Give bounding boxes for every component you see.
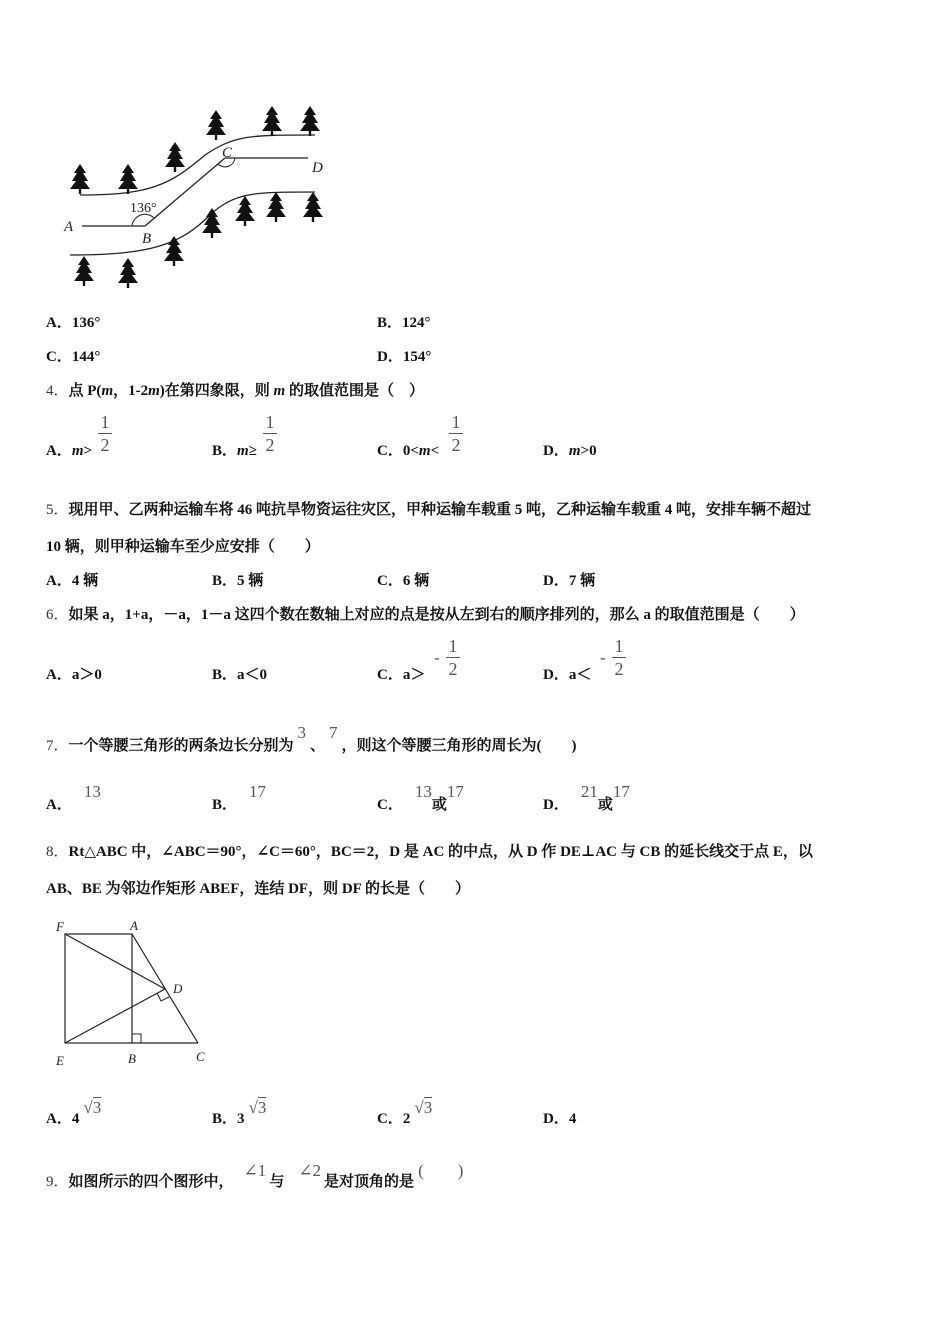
q5-option-b[interactable]: B．5 辆 — [212, 573, 264, 589]
q3-option-b[interactable]: B．124° — [377, 315, 431, 331]
q3-figure-road-map — [60, 100, 340, 290]
segment-ed — [65, 989, 165, 1043]
pine-tree-icon — [303, 192, 323, 222]
q7-option-d[interactable]: D．21或17 — [543, 782, 630, 813]
q6-d-fraction: 1 2 — [612, 637, 626, 678]
q4-a-fraction: 1 2 — [98, 413, 112, 454]
q6-c-fraction: 1 2 — [446, 637, 460, 678]
q4-option-d[interactable]: D．m>0 — [543, 443, 597, 459]
pine-tree-icon — [206, 110, 226, 140]
q5-option-a[interactable]: A．4 辆 — [46, 573, 99, 589]
right-angle-d — [157, 993, 169, 1001]
q4-stem: 4．点 P(m，1-2m)在第四象限，则 m 的取值范围是（ ） — [46, 383, 424, 399]
q6-option-c[interactable]: C．a＞ — [377, 667, 426, 683]
angle-arc-b — [132, 214, 154, 226]
pine-tree-icon — [165, 142, 185, 172]
pine-tree-icon — [262, 106, 282, 136]
q9-stem: 9．如图所示的四个图形中，∠1与∠2是对顶角的是( ) — [46, 1161, 464, 1190]
q9-answer-paren: ( ) — [418, 1161, 464, 1180]
q8-option-a[interactable]: A．4√3 — [46, 1098, 102, 1127]
q4-c-fraction: 1 2 — [449, 413, 463, 454]
q7-option-c[interactable]: C．13或17 — [377, 782, 464, 813]
q6-option-b[interactable]: B．a＜0 — [212, 667, 268, 683]
q6-d-minus: - — [600, 648, 606, 667]
q7-stem: 7．一个等腰三角形的两条边长分别为3、7，则这个等腰三角形的周长为( ) — [46, 723, 577, 754]
pine-tree-icon — [118, 258, 138, 288]
q6-option-a[interactable]: A．a＞0 — [46, 667, 102, 683]
label-c: C — [196, 1049, 205, 1064]
q8-option-b[interactable]: B．3√3 — [212, 1098, 267, 1127]
q7-option-b[interactable]: B．17 — [212, 782, 267, 813]
q8-option-d[interactable]: D．4 — [543, 1111, 577, 1127]
segment-fd — [65, 934, 165, 989]
q3-option-d[interactable]: D．154° — [377, 349, 432, 365]
label-c: C — [222, 145, 233, 161]
label-b: B — [128, 1051, 136, 1066]
label-d: D — [173, 981, 183, 996]
q8-stem-line1: 8．Rt△ABC 中，∠ABC＝90°，∠C＝60°，BC＝2，D 是 AC 的中点，从 D 作 DE⊥AC 与 CB 的延长线交于点 E，以 — [46, 844, 813, 860]
angle-label: 136° — [130, 201, 157, 216]
right-angle-b — [132, 1034, 141, 1043]
label-d: D — [312, 160, 323, 176]
q6-c-minus: - — [434, 648, 440, 667]
q5-option-d[interactable]: D．7 辆 — [543, 573, 596, 589]
q5-stem-line1: 5．现用甲、乙两种运输车将 46 吨抗旱物资运往灾区，甲种运输车载重 5 吨，乙种运输车载重 4 吨，安排车辆不超过 — [46, 502, 812, 518]
q3-option-a[interactable]: A．136° — [46, 315, 101, 331]
pine-tree-icon — [300, 106, 320, 136]
q9-angle-1: ∠1 — [243, 1161, 267, 1180]
pine-tree-icon — [266, 192, 286, 222]
label-f: F — [56, 919, 64, 934]
pine-tree-icon — [235, 196, 255, 226]
q8-figure-rectangle-triangle — [50, 915, 220, 1070]
label-a: A — [64, 219, 74, 235]
q4-option-c[interactable]: C．0<m< — [377, 443, 440, 459]
label-e: E — [56, 1053, 64, 1068]
q5-stem-line2: 10 辆，则甲种运输车至少应安排（ ） — [46, 539, 320, 555]
rectangle-abef — [65, 934, 132, 1043]
pine-tree-icon — [118, 164, 138, 194]
q7-side-b: 7 — [329, 723, 338, 742]
q4-option-b[interactable]: B．m≥ — [212, 443, 257, 459]
q5-option-c[interactable]: C．6 辆 — [377, 573, 430, 589]
q4-option-a[interactable]: A．m> — [46, 443, 93, 459]
label-a: A — [130, 918, 138, 933]
label-b: B — [142, 231, 152, 247]
q7-side-a: 3 — [297, 723, 307, 742]
q4-b-fraction: 1 2 — [263, 413, 277, 454]
q8-option-c[interactable]: C．2√3 — [377, 1098, 433, 1127]
pine-tree-icon — [164, 236, 184, 266]
road-upper-edge — [80, 135, 315, 195]
q8-stem-line2: AB、BE 为邻边作矩形 ABEF，连结 DF，则 DF 的长是（ ） — [46, 881, 471, 897]
q6-stem: 6．如果 a，1+a，－a，1－a 这四个数在数轴上对应的点是按从左到右的顺序排列的，那么 a 的取值范围是（ ） — [46, 607, 805, 623]
pine-tree-icon — [74, 256, 94, 286]
q9-angle-2: ∠2 — [298, 1161, 322, 1180]
q7-option-a[interactable]: A．13 — [46, 782, 101, 813]
pine-tree-icon — [202, 208, 222, 238]
q6-option-d[interactable]: D．a＜ — [543, 667, 592, 683]
q3-option-c[interactable]: C．144° — [46, 349, 101, 365]
pine-tree-icon — [70, 164, 90, 194]
